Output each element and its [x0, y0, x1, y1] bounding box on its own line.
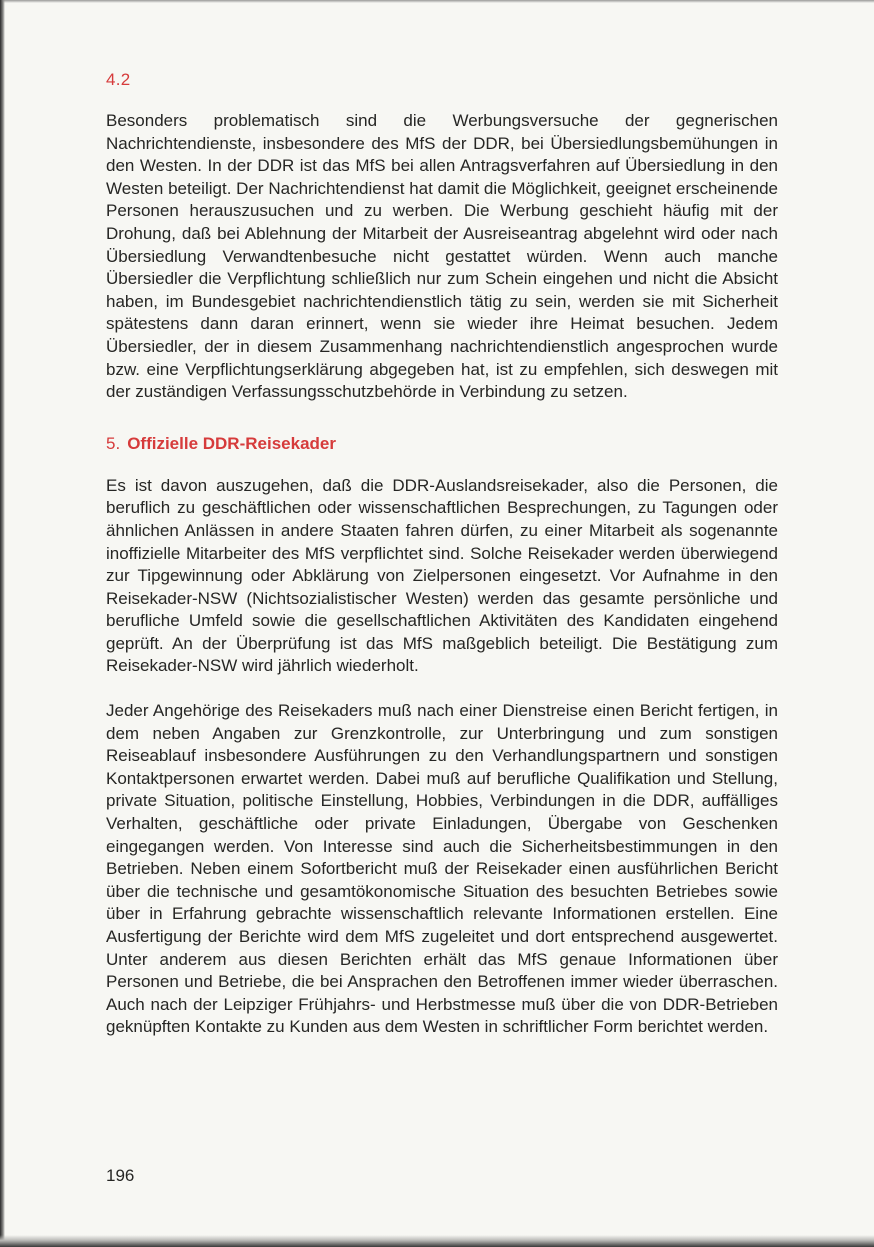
section-number: 5. [106, 433, 121, 453]
page-content [106, 70, 778, 1039]
section-title: Offizielle DDR-Reisekader [127, 433, 336, 453]
paragraph-uebersiedler: Besonders problematisch sind die Werbungsversuche der gegnerischen Nachrichtendienste, insbesondere des MfS der DDR, bei Übersiedlungsbemühungen in den Westen. In der DDR ist das MfS bei allen Antragsverfahren auf Übersiedlung in den Westen beteiligt. Der Nachrichtendienst hat damit die Möglichkeit, geeignet erscheinende Personen herauszusuchen und zu werben. Die Werbung geschieht häufig mit der Drohung, daß bei Ablehnung der Mitarbeit der Ausreiseantrag abgelehnt wird oder nach Übersiedlung Verwandtenbesuche nicht gestattet würden. Wenn auch manche Übersiedler die Verpflichtung schließlich nur zum Schein eingehen und nicht die Absicht haben, im Bundesgebiet nachrichtendienstlich tätig zu sein, werden sie mit Sicherheit spätestens dann daran erinnert, wenn sie wieder ihre Heimat besuchen. Jedem Übersiedler, der in diesem Zusammenhang nachrichtendienstlich angesprochen wurde bzw. eine Verpflichtungserklärung abgegeben hat, ist zu empfehlen, sich deswegen mit der zuständigen Verfassungsschutzbehörde in Verbindung zu setzen. [106, 111, 778, 402]
chapter-number: 4.2 [106, 70, 131, 89]
scan-edge-bottom [0, 1235, 874, 1247]
paragraph-reisekader-bericht: Jeder Angehörige des Reisekaders muß nach einer Dienstreise einen Bericht fertigen, in dem neben Angaben zur Grenzkontrolle, zur Unterbringung und zum sonstigen Reiseablauf insbesondere Ausführungen zu den Verhandlungspartnern und sonstigen Kontaktpersonen erwartet werden. Dabei muß auf berufliche Qualifikation und Stellung, private Situation, politische Einstellung, Hobbies, Verbindungen in die DDR, auffälliges Verhalten, geschäftliche oder private Einladungen, Übergabe von Geschenken eingegangen werden. Von Interesse sind auch die Sicherheitsbestimmungen in den Betrieben. Neben einem Sofortbericht muß der Reisekader einen ausführlichen Bericht über die technische und gesamtökonomische Situation des besuchten Betriebes sowie über in Erfahrung gebrachte wissenschaftlich relevante Informationen erstellen. Eine Ausfertigung der Berichte wird dem MfS zugeleitet und dort entsprechend ausgewertet. Unter anderem aus diesen Berichten erhält das MfS genaue Informationen über Personen und Betriebe, die bei Ansprachen den Betroffenen immer wieder überraschen. Auch nach der Leipziger Frühjahrs- und Herbstmesse muß über die von DDR-Betrieben geknüpften Kontakte zu Kunden aus dem Westen in schriftlicher Form berichtet werden. [106, 701, 778, 1037]
scan-edge-top [0, 0, 874, 3]
page-number: 196 [106, 1166, 135, 1185]
scan-edge-left [0, 0, 5, 1247]
section-heading [106, 434, 778, 454]
paragraph-reisekader-intro: Es ist davon auszugehen, daß die DDR-Auslandsreisekader, also die Personen, die beruflich zu geschäftlichen oder wissenschaftlichen Besprechungen, zu Tagungen oder ähnlichen Anlässen in andere Staaten fahren dürfen, zu einer Mitarbeit als sogenannte inoffizielle Mitarbeiter des MfS verpflichtet sind. Solche Reisekader werden überwiegend zur Tipgewinnung oder Abklärung von Zielpersonen eingesetzt. Vor Aufnahme in den Reisekader-NSW (Nichtsozialistischer Westen) werden das gesamte persönliche und berufliche Umfeld sowie die gesellschaftlichen Aktivitäten des Kandidaten eingehend geprüft. An der Überprüfung ist das MfS maßgeblich beteiligt. Die Bestätigung zum Reisekader-NSW wird jährlich wiederholt. [106, 475, 778, 676]
paragraph-gap [106, 678, 778, 700]
